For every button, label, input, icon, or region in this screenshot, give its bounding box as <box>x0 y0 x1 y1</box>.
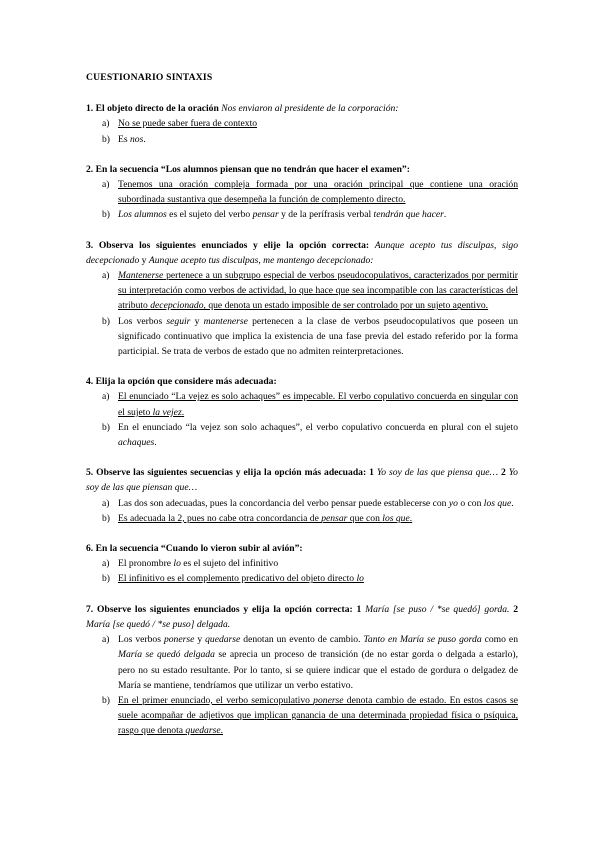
question-2-option-b: b) Los alumnos es el sujeto del verbo pensar y de la perífrasis verbal tendrán que hacer. <box>102 209 447 221</box>
document-title: CUESTIONARIO SINTAXIS <box>86 72 213 83</box>
question-3-statement: 3. Observa los siguientes enunciados y elije la opción correcta: Aunque acepto tus disculpas, sigo decepcionado y Aunque acepto tus disculpas, me mantengo decepcionado: <box>86 239 519 266</box>
question-6-statement: 6. En la secuencia “Cuando lo vieron subir al avión”: <box>86 543 303 555</box>
question-2-option-a: a) Tenemos una oración compleja formada por una oración principal que contiene una oración subordinada sustantiva que desempeña la función de complemento directo. <box>102 179 518 206</box>
question-6 <box>86 541 518 587</box>
question-7 <box>86 602 518 739</box>
question-5-option-b: b) Es adecuada la 2, pues no cabe otra concordancia de pensar que con los que. <box>102 512 413 524</box>
question-5-statement: 5. Observe las siguientes secuencias y elija la opción más adecuada: 1 Yo soy de las que piensa que… 2 Yo soy de las que piensan que… <box>86 467 518 494</box>
question-1-statement: 1. El objeto directo de la oración Nos enviaron al presidente de la corporación: <box>86 103 399 115</box>
question-6-option-b: b) El infinitivo es el complemento predicativo del objeto directo lo <box>102 573 364 585</box>
question-4-option-b: b) En el enunciado “la vejez son solo achaques”, el verbo copulativo concuerda en plural con el sujeto achaques. <box>102 421 518 449</box>
question-3-option-a: a) Mantenerse pertenece a un subgrupo especial de verbos pseudocopulativos, caracterizados por permitir su interpretación como verbos de actividad, lo que hace que sea incompatible con las características del atributo decepcionado, que denota un estado imposible de ser controlado por un sujeto agentivo. <box>102 270 518 312</box>
question-7-statement: 7. Observe los siguientes enunciados y elija la opción correcta: 1 María [se puso / *se quedó] gorda. 2 María [se quedó / *se puso] delgada. <box>86 603 518 630</box>
question-5-option-a: a) Las dos son adecuadas, pues la concordancia del verbo pensar puede establecerse con yo o con los que. <box>102 497 514 509</box>
question-3 <box>86 238 518 360</box>
question-7-option-b: b) En el primer enunciado, el verbo semicopulativo ponerse denota cambio de estado. En estos casos se suele acompañar de adjetivos que implican ganancia de una determinada propiedad física o psíquica, rasgo que denota quedarse. <box>102 694 518 737</box>
question-5 <box>86 465 518 526</box>
document-page <box>86 70 518 754</box>
question-1 <box>86 101 518 147</box>
question-3-option-b: b) Los verbos seguir y mantenerse pertenecen a la clase de verbos pseudocopulativos que poseen un significado continuativo que implica la existencia de una fase previa del estado referido por la forma participial. Se trata de verbos de estado que no admiten reinterpretaciones. <box>102 315 519 358</box>
question-4-option-a: a) El enunciado “La vejez es solo achaques” es impecable. El verbo copulativo concuerda en singular con el sujeto la vejez. <box>102 391 518 418</box>
question-4 <box>86 374 518 450</box>
question-4-statement: 4. Elija la opción que considere más adecuada: <box>86 376 277 388</box>
question-7-option-a: a) Los verbos ponerse y quedarse denotan un evento de cambio. Tanto en María se puso gorda como en María se quedó delgada se aprecia un proceso de transición (de no estar gorda o delgada a estarlo), pero no su estado resultante. Por lo tanto, si se quiere indicar que el estado de gordura o delgadez de María se mantiene, tendríamos que utilizar un verbo estativo. <box>102 634 518 691</box>
question-1-option-b: b) Es nos. <box>102 133 146 145</box>
question-6-option-a: a) El pronombre lo es el sujeto del infinitivo <box>102 558 279 570</box>
question-1-option-a: a) No se puede saber fuera de contexto <box>102 118 258 130</box>
question-2-statement: 2. En la secuencia “Los alumnos piensan que no tendrán que hacer el examen”: <box>86 163 410 175</box>
question-2 <box>86 162 518 223</box>
